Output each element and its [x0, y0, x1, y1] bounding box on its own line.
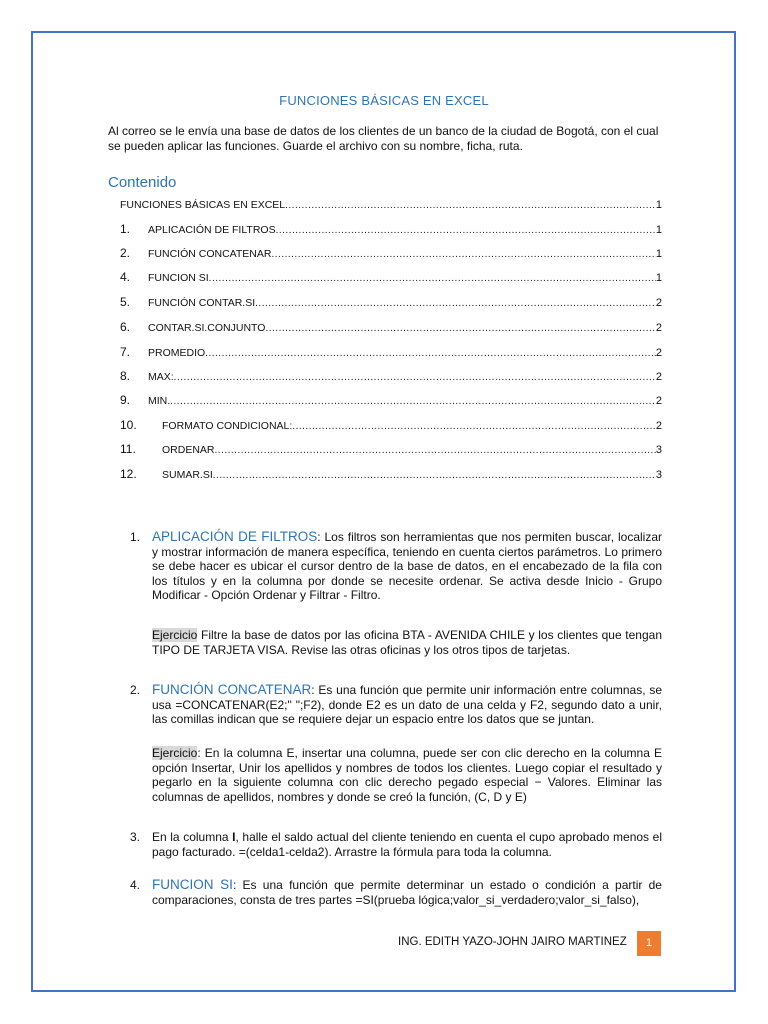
section-funcion-si — [130, 878, 662, 907]
toc-entry[interactable] — [120, 367, 662, 383]
toc-leader-dots — [170, 396, 656, 407]
toc-entry-text: FUNCIÓN CONTAR.SI — [148, 297, 256, 309]
toc-entry-text: MIN. — [148, 395, 171, 407]
exercise-body — [152, 628, 662, 657]
toc-leader-dots — [292, 421, 656, 432]
toc-entry[interactable] — [120, 195, 662, 211]
section-number: 2. — [130, 683, 141, 697]
toc-entry[interactable] — [120, 268, 662, 284]
toc-entry-number: 11. — [120, 442, 136, 456]
toc-entry[interactable] — [120, 318, 662, 334]
toc-entry-text: MAX: — [148, 371, 174, 383]
toc-entry-text: FUNCIONES BÁSICAS EN EXCEL — [120, 199, 286, 211]
exercise-text: : En la columna E, insertar una columna, puede ser con clic derecho en la columna E opción Insertar, Unir los apellidos y nombres de todos los clientes. Luego copiar el resultado y pegarlo en la siguiente columna con clic derecho pegado especial − Valores. Eliminar las columnas de apellidos, nombres y donde se creó la función, (C, D y E) — [152, 746, 662, 804]
toc-entry-number: 12. — [120, 467, 137, 481]
toc-entry-text: SUMAR.SI — [162, 469, 213, 481]
toc-entry[interactable] — [120, 440, 662, 456]
toc-entry[interactable] — [120, 220, 662, 236]
section-heading: APLICACIÓN DE FILTROS — [152, 529, 318, 544]
toc-heading: Contenido — [108, 174, 177, 191]
section-number: 3. — [130, 830, 141, 844]
toc-entry-text: FUNCION SI — [148, 272, 209, 284]
exercise-text: Filtre la base de datos por las oficina BTA - AVENIDA CHILE y los clientes que tengan TIPO DE TARJETA VISA. Revise las otras oficinas y los otros tipos de tarjetas. — [152, 628, 662, 657]
section-heading: FUNCION SI — [152, 877, 233, 892]
toc-entry-text: FORMATO CONDICIONAL: — [162, 420, 293, 432]
page-number-badge: 1 — [637, 931, 661, 956]
toc-entry-number: 1. — [120, 222, 131, 236]
toc-leader-dots — [276, 225, 656, 236]
toc-entry-number: 9. — [120, 393, 131, 407]
section-number: 1. — [130, 530, 141, 544]
section-concatenar — [130, 683, 662, 727]
toc-entry[interactable] — [120, 465, 662, 481]
toc-entry-number: 7. — [120, 345, 131, 359]
toc-entry-text: CONTAR.SI.CONJUNTO — [148, 322, 266, 334]
toc-entry-page: 1 — [655, 199, 662, 211]
toc-entry-page: 2 — [655, 322, 662, 334]
toc-leader-dots — [174, 372, 656, 383]
section-number: 4. — [130, 878, 141, 892]
toc-entry-number: 5. — [120, 295, 131, 309]
toc-entry-page: 3 — [655, 444, 662, 456]
toc-entry-text: ORDENAR — [162, 444, 215, 456]
section-saldo — [130, 830, 662, 859]
section-body — [152, 530, 662, 603]
section-body — [152, 878, 662, 907]
toc-entry-page: 1 — [655, 272, 662, 284]
toc-leader-dots — [215, 445, 656, 456]
toc-entry-page: 3 — [655, 469, 662, 481]
toc-entry-text: FUNCIÓN CONCATENAR — [148, 248, 272, 260]
section-text: , halle el saldo actual del cliente teniendo en cuenta el cupo aprobado menos el pago facturado. =(celda1-celda2). Arrastre la fórmula para toda la columna. — [152, 830, 662, 859]
toc-entry-page: 2 — [655, 371, 662, 383]
toc-entry-number: 8. — [120, 369, 131, 383]
toc-entry[interactable] — [120, 293, 662, 309]
toc-entry-text: PROMEDIO — [148, 347, 206, 359]
toc-leader-dots — [213, 470, 656, 481]
exercise-label: Ejercicio — [152, 628, 198, 642]
section-text: : Los filtros son herramientas que nos permiten buscar, localizar y mostrar información de manera específica, teniendo en cuenta ciertos parámetros. Lo primero se debe hacer es ubicar el cursor dentro de la base de datos, en el encabezado de la fila con los títulos y en la columna por donde se necesite ordenar. Se activa desde Inicio - Grupo Modificar - Opción Ordenar y Filtrar - Filtro. — [152, 530, 663, 602]
toc-leader-dots — [285, 200, 656, 211]
toc-entry-number: 10. — [120, 418, 137, 432]
toc-entry-page: 2 — [655, 297, 662, 309]
section-body — [152, 683, 662, 727]
toc-entry-number: 6. — [120, 320, 131, 334]
exercise-concatenar — [130, 746, 662, 804]
section-filtros — [130, 530, 662, 603]
exercise-label: Ejercicio — [152, 746, 198, 760]
section-heading: FUNCIÓN CONCATENAR — [152, 682, 312, 697]
intro-paragraph: Al correo se le envía una base de datos de los clientes de un banco de la ciudad de Bogotá, con el cual se pueden aplicar las funciones. Guarde el archivo con su nombre, ficha, ruta. — [108, 124, 659, 153]
document-title: FUNCIONES BÁSICAS EN EXCEL — [279, 93, 489, 108]
toc-entry-page: 1 — [655, 224, 662, 236]
toc-entry[interactable] — [120, 343, 662, 359]
toc-entry-page: 2 — [655, 420, 662, 432]
section-text: : Es una función que permite unir información entre columnas, se usa =CONCATENAR(E2;" ";F2), donde E2 es un dato de una celda y F2, segundo dato a unir, las comillas indican que se requiere dejar un espacio entre los datos que se juntan. — [152, 683, 662, 726]
toc-leader-dots — [271, 249, 655, 260]
toc-entry[interactable] — [120, 416, 662, 432]
toc-leader-dots — [265, 323, 655, 334]
exercise-filtros — [130, 628, 662, 657]
toc-entry[interactable] — [120, 244, 662, 260]
section-bold-text: I — [232, 830, 236, 844]
toc-entry-number: 2. — [120, 246, 131, 260]
toc-entry-page: 2 — [655, 395, 662, 407]
toc-entry[interactable] — [120, 391, 662, 407]
toc-entry-page: 2 — [655, 347, 662, 359]
toc-leader-dots — [205, 348, 656, 359]
toc-entry-page: 1 — [655, 248, 662, 260]
section-text: : Es una función que permite determinar un estado o condición a partir de comparaciones, consta de tres partes =SI(prueba lógica;valor_si_verdadero;valor_si_falso), — [152, 878, 662, 907]
section-text: En la columna — [152, 830, 233, 844]
toc-leader-dots — [209, 273, 656, 284]
toc-entry-number: 4. — [120, 270, 131, 284]
footer-authors: ING. EDITH YAZO-JOHN JAIRO MARTINEZ — [398, 936, 627, 948]
toc-leader-dots — [255, 298, 656, 309]
toc-entry-text: APLICACIÓN DE FILTROS — [148, 224, 276, 236]
exercise-body — [152, 746, 662, 804]
section-body — [152, 830, 662, 859]
